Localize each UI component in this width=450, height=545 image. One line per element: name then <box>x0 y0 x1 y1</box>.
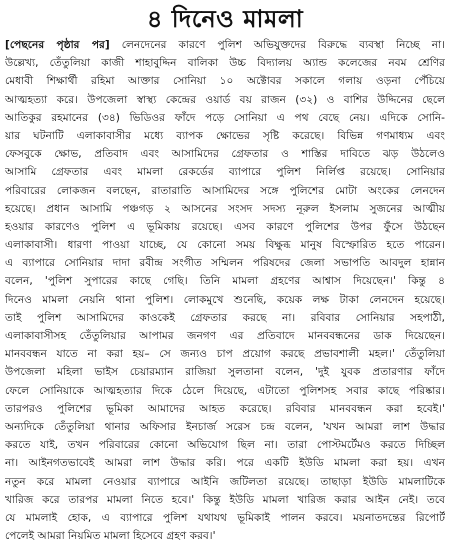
article-line: তারপরও পুলিশের ভূমিকা আমাদের আহত করেছে। রবিবার মানববন্ধন করা হবেই।' <box>5 402 445 415</box>
article-line: আসামি গ্রেফতার এবং মামলা রেকর্ডের ব্যাপারে পুলিশ নির্লিপ্ত রয়েছে। সোনিয়ার <box>5 166 445 179</box>
article-line: আত্মহত্যা করে। উপজেলা স্বাস্থ্য কেন্দ্রের ওয়ার্ড বয় রাজন (৩২) ও বাশির উদ্দিনের ছেলে <box>5 93 445 106</box>
article-line: উপজেলা মহিলা ভাইস চেয়ারম্যান রাজিয়া সুলতানা বলেন, 'দুই যুবক প্রতারণার ফাঁদে <box>5 366 445 379</box>
article-line: না। আইনগতভাবেই আমরা লাশ উদ্ধার করি। পরে একটি ইউডি মামলা করা হয়। এখন <box>5 457 445 470</box>
article-line: আতিকুর রহমানের (৩৪) ভিডিওর ফাঁদে পড়ে সোনিয়া এ পথ বেছে নেয়। এদিকে সোনি- <box>5 111 445 124</box>
article-line: ফেসবুকে ক্ষোভ, প্রতিবাদ এবং আসামিদের গ্রেফতার ও শাস্তির দাবিতে ঝড় উঠলেও <box>5 148 445 161</box>
article-line: এলাকাবাসী। ধারণা পাওয়া যাচ্ছে, যে কোনো সময় বিক্ষুব্ধ মানুষ বিস্ফোরিত হতে পারেন। <box>5 239 445 252</box>
continuation-kicker: [পেছনের পৃষ্ঠার পর] <box>5 39 110 51</box>
article-line: খারিজ করে তারপর মামলা নিতে হবে।' কিন্তু ইউডি মামলা খারিজ করার আইন নেই। তবে <box>5 493 445 506</box>
article-line: পেলেই আমরা নিয়মিত মামলা হিসেবে গ্রহণ করব।' <box>5 530 216 543</box>
article-line: এ ব্যাপারে সোনিয়ার দাদা রবীন্দ্র সংগীত সম্মিলন পরিষদের জেলা সভাপতি আবদুল হান্নান <box>5 257 445 270</box>
article-line: মেধাবী শিক্ষার্থী রহিমা আক্তার সোনিয়া ১০ অক্টোবর সকালে গলায় ওড়না পেঁচিয়ে <box>5 75 445 88</box>
headline: ৪ দিনেও মামলা <box>146 5 304 33</box>
article-line: মানববন্ধন যাতে না করা হয়– সে জন্যও চাপ প্রয়োগ করছে প্রভাবশালী মহল।' তেঁতুলিয়া <box>5 348 445 361</box>
article-line: নতুন করে মামলা নেওয়ার ব্যাপারে আইনি জটিলতা রয়েছে। তাছাড়া ইউডি মামলাটিকে <box>5 475 445 488</box>
article-line-text: লেনদেনের কারণে পুলিশ অভিযুক্তদের বিরুদ্ধে ব্যবস্থা নিচ্ছে না। <box>109 39 445 51</box>
article-line-1 <box>5 36 445 54</box>
article-line: য়ার ঘটনাটি এলাকাবাসীর মধ্যে ব্যাপক ক্ষোভের সৃষ্টি করেছে। বিভিন্ন গণমাধ্যম এবং <box>5 129 445 142</box>
article-line: যে মামলাই হোক, এ ব্যাপারে পুলিশ যথাযথ ভূমিকাই পালন করবে। ময়নাতদন্তের রিপোর্ট <box>5 511 445 524</box>
article-line: এলাকাবাসীসহ তেঁতুলিয়ার আপামর জনগণ এর প্রতিবাদে মানববন্ধনের ডাক দিয়েছেন। <box>5 330 445 342</box>
article-body <box>5 36 445 545</box>
article-line: উল্লেখ্য, তেঁতুলিয়া কাজী শাহাবুদ্দিন বালিকা উচ্চ বিদ্যালয় অ্যান্ড কলেজের নবম শ্রেণির <box>5 57 445 70</box>
article-line: দিনেও মামলা নেয়নি থানা পুলিশ। লোকমুখে শুনেছি, কয়েক লক্ষ টাকা লেনদেন হয়েছে। <box>5 293 445 306</box>
article-line: পরিবারের লোকজন বলছেন, রাতারাতি আসামিদের সঙ্গে পুলিশের মোটা অংকের লেনদেন <box>5 184 445 197</box>
article-line: অন্যদিকে তেঁতুলিয়া থানার অফিসার ইনচার্জ সরেস চন্দ্র বলেন, 'যখন আমরা লাশ উদ্ধার <box>5 420 445 433</box>
article-line: হওয়ার কারণেও পুলিশ এ ভূমিকায় রয়েছে। এসব কারণে পুলিশের উপর ফুঁসে উঠছেন <box>5 220 445 233</box>
article-line: ফেলে সোনিয়াকে আত্মহত্যার দিকে ঠেলে দিয়েছে, এটাতো পুলিশসহ সবার কাছে পরিষ্কার। <box>5 384 445 397</box>
article-line: হয়েছে। প্রধান আসামি পঞ্চগড় ২ আসনের সংসদ সদস্য নূরুল ইসলাম সুজনের আত্মীয় <box>5 202 445 215</box>
article-line: তাই পুলিশ আসামিদের কাওকেই গ্রেফতার করছে না। রবিবার সোনিয়ার সহপাঠী, <box>5 311 445 324</box>
article-line: বলেন, 'পুলিশ সুপারের কাছে গেছি। তিনি মামলা গ্রহণের আশ্বাস দিয়েছেন।' কিন্তু ৪ <box>5 275 445 288</box>
article-line: করতে যাই, তখন পরিবারের কোনো অভিযোগ ছিল না। তারা পোস্টমর্টেমও করতে দিচ্ছিল <box>5 439 445 452</box>
